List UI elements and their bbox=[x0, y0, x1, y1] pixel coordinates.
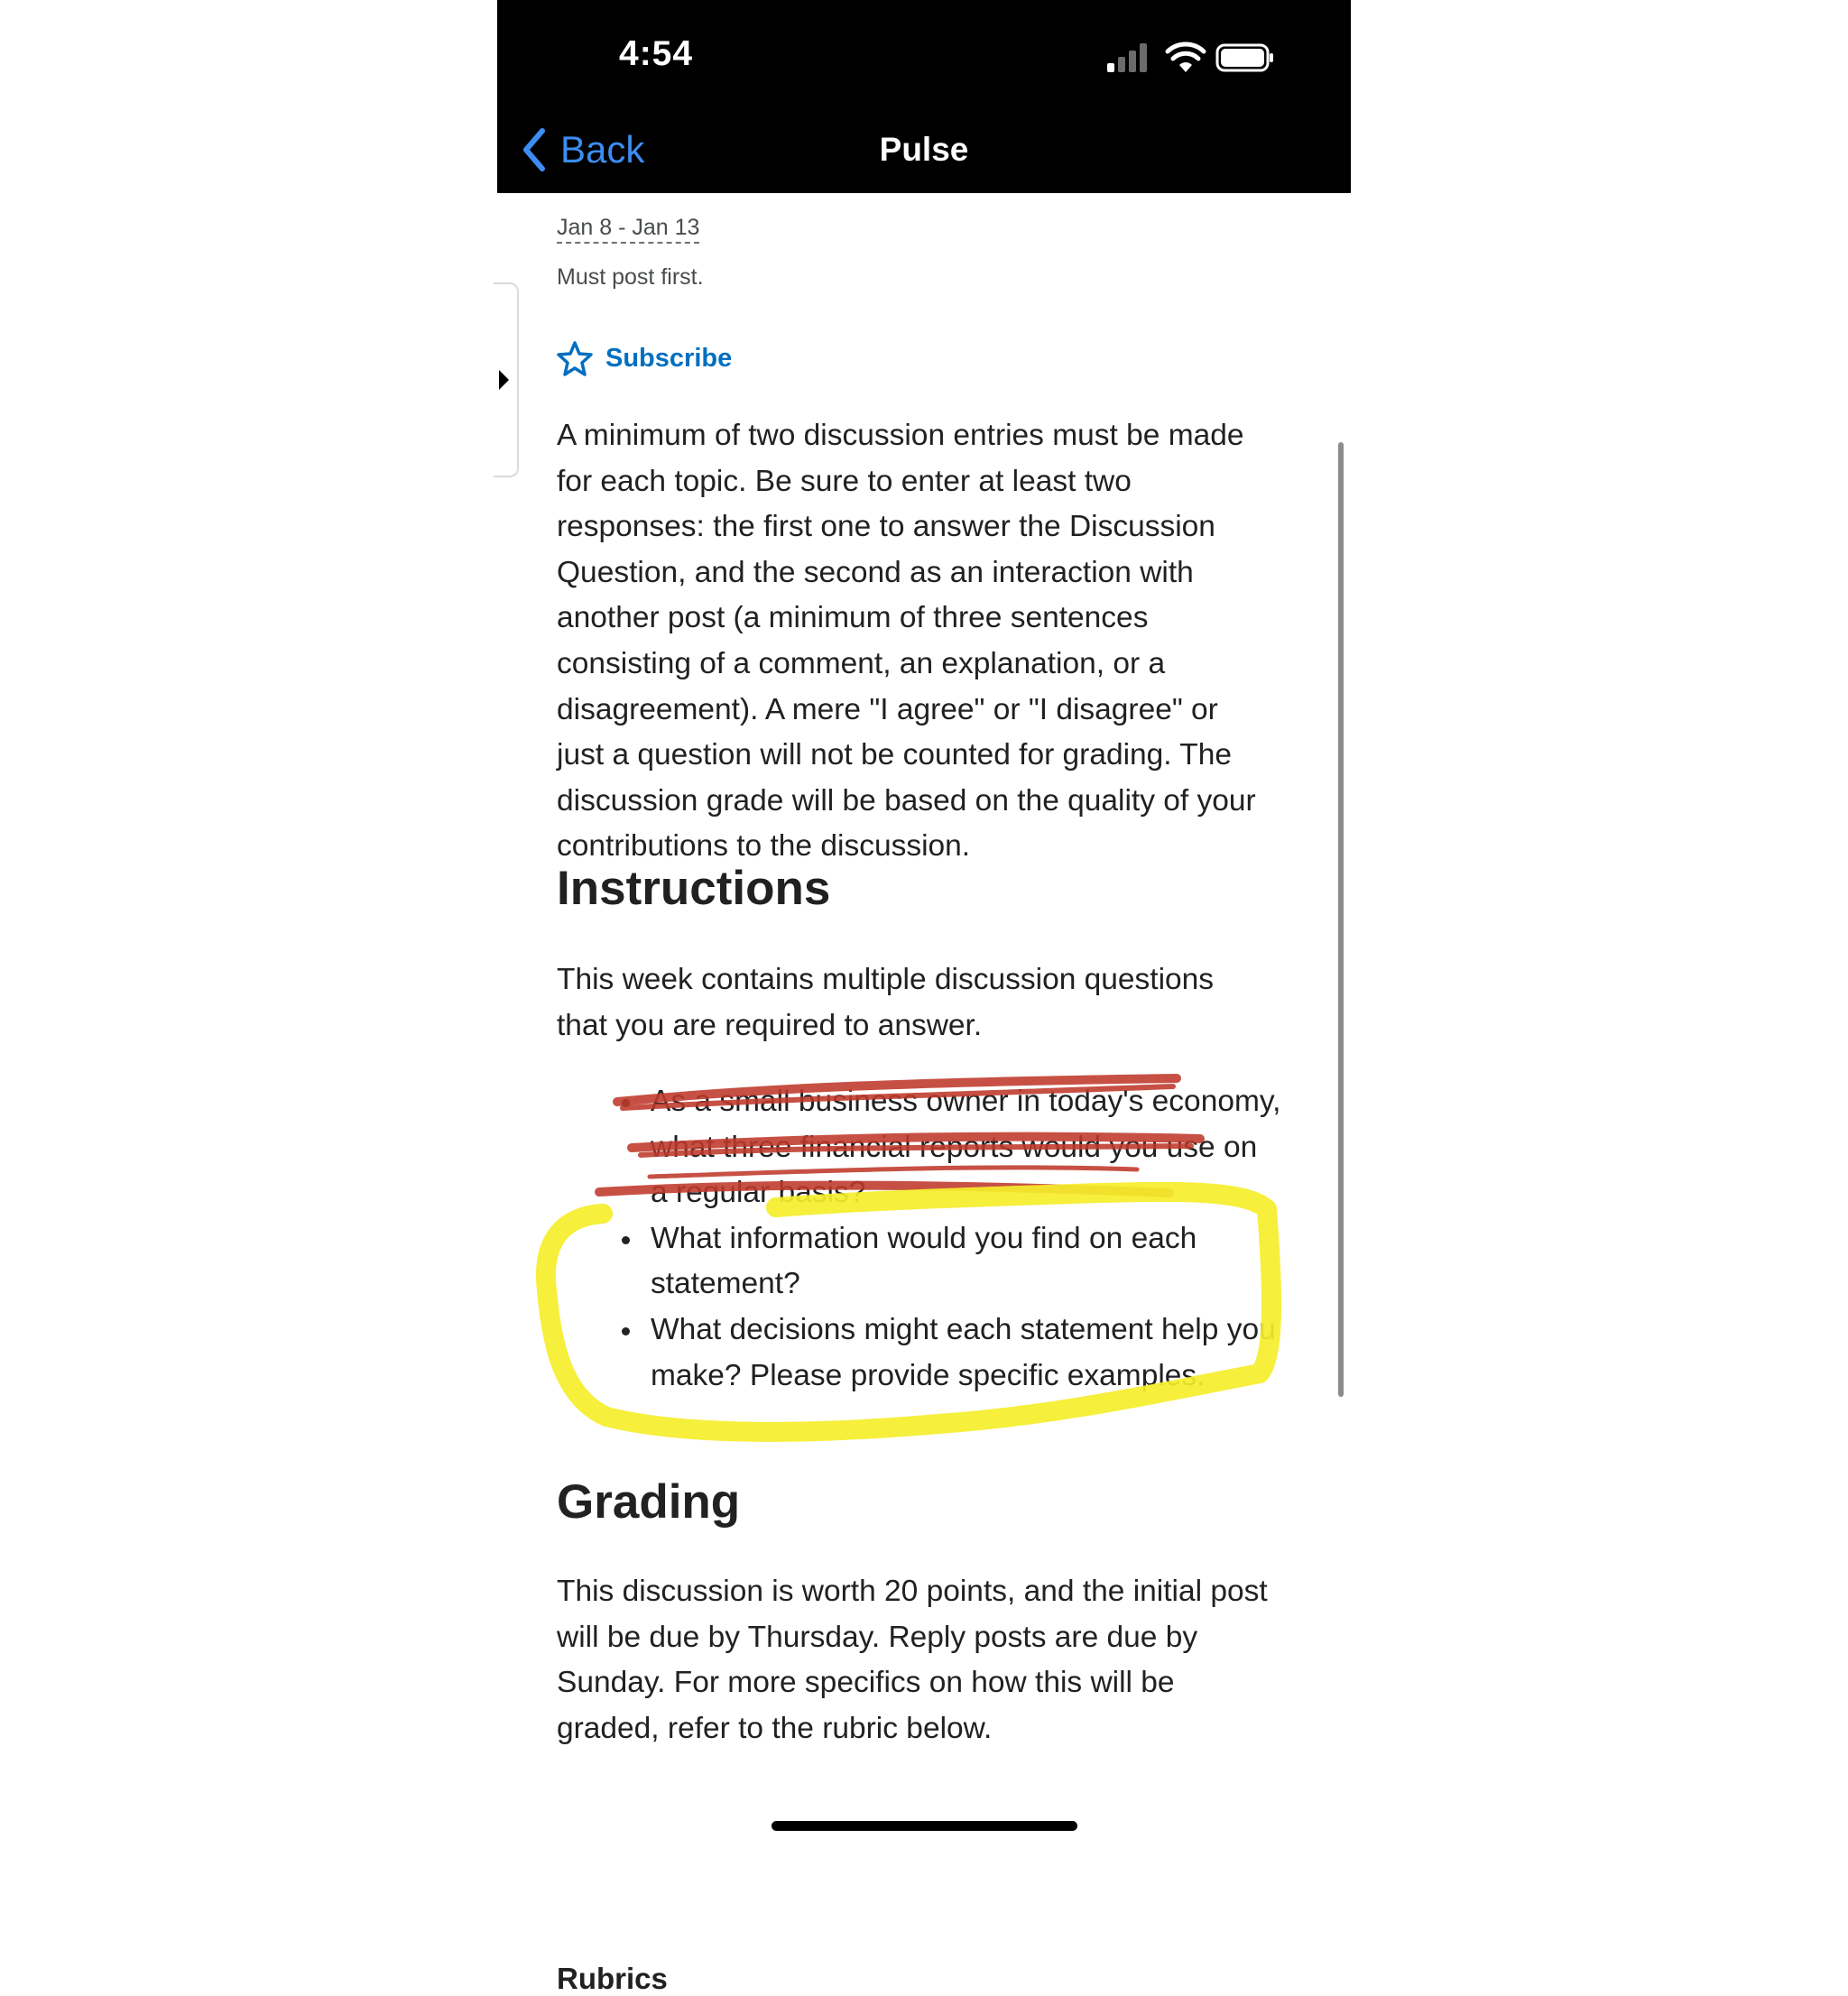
rubrics-heading: Rubrics bbox=[557, 1962, 668, 1995]
wifi-icon bbox=[1165, 42, 1206, 74]
must-post-note: Must post first. bbox=[557, 264, 704, 290]
grading-heading: Grading bbox=[557, 1475, 741, 1529]
top-bar bbox=[497, 0, 1351, 193]
star-icon bbox=[557, 340, 593, 376]
status-time: 4:54 bbox=[619, 34, 694, 73]
phone-screen bbox=[497, 0, 1351, 1995]
list-item: As a small business owner in today's economy, what three financial reports would you use on a regular basis? bbox=[651, 1079, 1282, 1216]
cellular-signal-icon bbox=[1104, 42, 1158, 74]
back-label: Back bbox=[560, 128, 645, 171]
question-list bbox=[614, 1079, 1282, 1399]
subscribe-label: Subscribe bbox=[605, 343, 733, 373]
grading-text: This discussion is worth 20 points, and the initial post will be due by Thursday. Reply posts are due by Sunday. For more specifics on how this will be graded, refer to the rubric below. bbox=[557, 1575, 1268, 1745]
subscribe-button[interactable] bbox=[557, 340, 732, 376]
instructions-heading: Instructions bbox=[557, 862, 831, 915]
scrollbar[interactable] bbox=[1338, 442, 1344, 1397]
list-item: What decisions might each statement help you make? Please provide specific examples. bbox=[651, 1308, 1282, 1399]
topic-intro-text: A minimum of two discussion entries must be made for each topic. Be sure to enter at least two responses: the first one to answer the Discussion Question, and the second as an interaction with another post (a minimum of three sentences consisting of a comment, an explanation, or a disagreement). A mere "I agree" or "I disagree" or just a question will not be counted for grading. The discussion grade will be based on the quality of your contributions to the discussion. bbox=[557, 419, 1256, 864]
caret-right-icon bbox=[499, 370, 509, 390]
status-icons bbox=[1104, 42, 1275, 74]
home-indicator[interactable] bbox=[772, 1821, 1077, 1831]
instructions-text: This week contains multiple discussion questions that you are required to answer. bbox=[557, 963, 1215, 1042]
page-title: Pulse bbox=[879, 131, 969, 168]
battery-icon bbox=[1215, 42, 1275, 74]
side-panel-toggle[interactable] bbox=[494, 282, 519, 477]
list-item: What information would you find on each statement? bbox=[651, 1216, 1282, 1308]
topic-dates[interactable]: Jan 8 - Jan 13 bbox=[557, 215, 699, 244]
